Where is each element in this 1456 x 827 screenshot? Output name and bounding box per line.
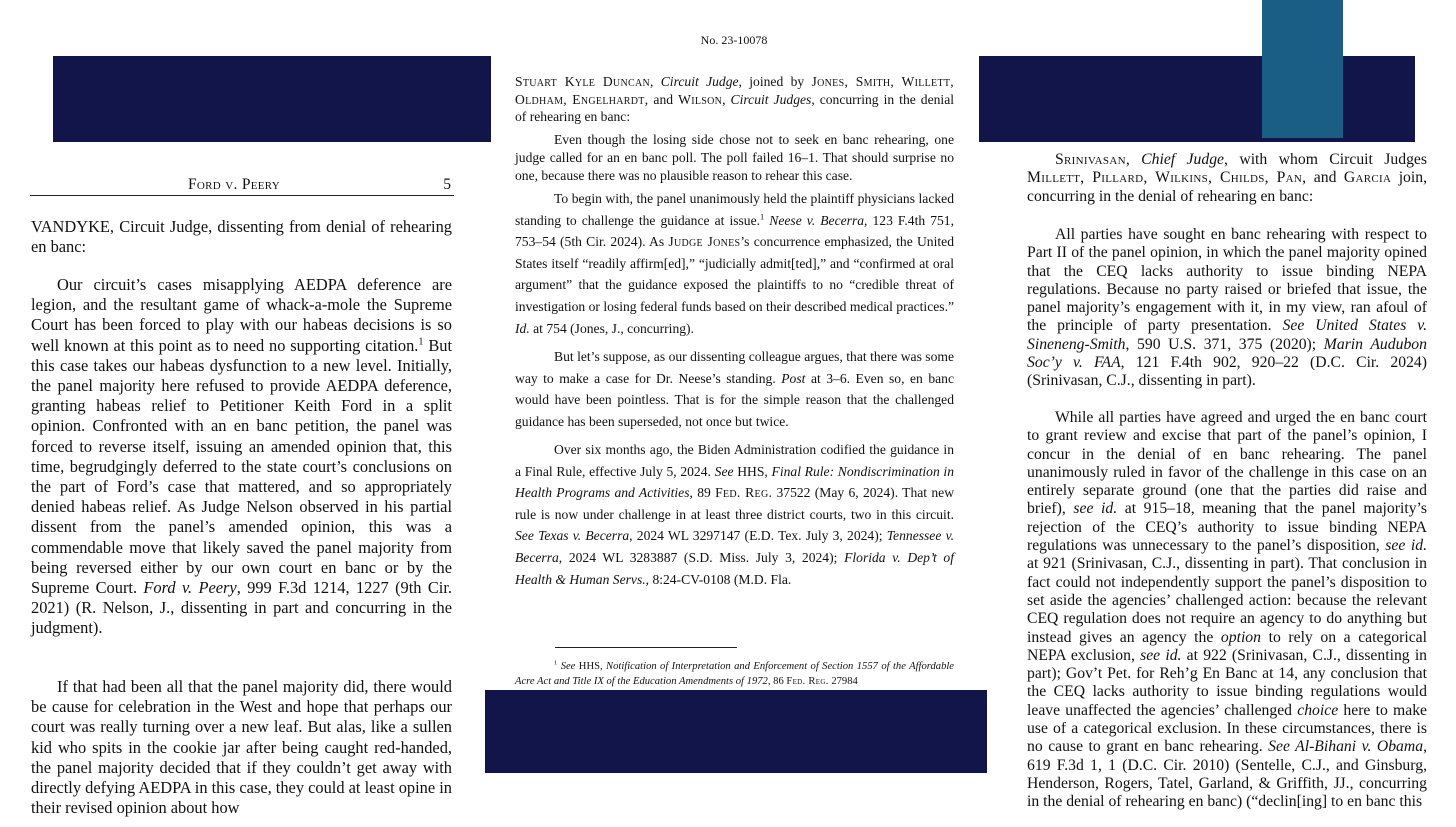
footnote-ref[interactable]: 1 [418, 336, 424, 348]
center-paragraph-4 [515, 439, 954, 590]
text-run: To begin with, the panel unanimously held the plaintiff physicians lacked standing to challenge the guidance at issue. [515, 191, 954, 228]
emphasis-option: option [1220, 628, 1261, 646]
text-run: at 754 (Jones, J., concurring). [533, 320, 694, 336]
text-run: to rely on a categorical NEPA exclusion, [1027, 628, 1427, 664]
text-run: Over six months ago, the Biden Administration codified the guidance in a Final Rule, effective July 5, 2024. [515, 442, 954, 479]
text-run: at 922 (Srinivasan, C.J., dissenting in part); Gov’t Pet. for Reh’g En Banc at 14, any conclusion that the CEQ lacks authority to issue binding regulations would leave unaffected the agencies’ challenged [1027, 646, 1428, 719]
text-run: , 999 F.3d 1214, 1227 (9th Cir. 2021) (R. Nelson, J., dissenting in part and concurring in the judgment). [31, 578, 452, 638]
center-opinion-heading: Stuart Kyle Duncan, Circuit Judge, joined by Jones, Smith, Willett, Oldham, Engelhardt, and Wilson, Circuit Judges, concurring in the denial of rehearing en banc: [515, 74, 954, 125]
see-id-citation: see id. [1385, 537, 1427, 555]
text-run: HHS, [737, 463, 768, 479]
text-run: at 915–18, meaning that the panel majority’s rejection of the CEQ’s authority to issue binding NEPA regulations was unnecessary to the panel’s disposition, [1027, 500, 1427, 555]
navy-footer-band [485, 690, 987, 773]
text-run: , 86 [767, 676, 784, 687]
rule-title: Final Rule: Nondiscrimination in Health Programs and Activities [515, 463, 955, 501]
footnote-1 [515, 659, 954, 689]
case-citation: Marin Audubon Soc’y v. FAA [1027, 335, 1427, 372]
text-run: , with whom Circuit Judges [1224, 151, 1428, 168]
notification-title: Notification of Interpretation and Enforcement of Section 1557 of the Affordable Acre Act and Title IX of the Education Amendments of 1972 [515, 661, 955, 687]
text-run: , 123 F.4th 751, 753–54 (5th Cir. 2024). As [515, 212, 954, 250]
text-run: 27984 [831, 676, 858, 687]
case-citation: See United States v. Sineneng-Smith [1027, 317, 1428, 353]
footnote-number: 1 [554, 659, 558, 667]
author-title: Chief Judge [1141, 151, 1225, 168]
heading-tail: concurring in the denial of rehearing en banc: [515, 91, 954, 125]
case-citation: See Al-Bihani v. Obama [1268, 738, 1424, 756]
text-run: , 590 U.S. 371, 375 (2020); [1125, 335, 1317, 353]
id-citation: Id. [515, 320, 530, 336]
text-run: join, concurring in the denial of rehearing en banc: [1027, 169, 1428, 205]
text-run: at 3–6. Even so, en banc would have been pointless. That is for the simple reason that the challenged guidance has been superseded, not once but twice. [515, 370, 954, 429]
judges-title: Circuit Judges [730, 91, 812, 107]
text-run: , 2024 WL 3297147 (E.D. Tex. July 3, 2024); [629, 528, 883, 544]
case-citation: Florida v. Dep’t of Health & Human Servs. [515, 549, 954, 587]
right-paragraph-2 [1027, 409, 1427, 812]
fed-reg: Fed. Reg. [715, 485, 773, 501]
last-joining-judge: Wilson [678, 91, 723, 107]
see-signal: See [560, 661, 576, 672]
author-title: Circuit Judge [660, 74, 739, 89]
running-title: Ford v. Peery [188, 176, 281, 193]
see-id-citation: see id. [1073, 500, 1118, 518]
text-run: 37522 (May 6, 2024). That new rule is now under challenge in at least three district courts, two in this circuit. [515, 485, 955, 522]
emphasis-choice: choice [1297, 701, 1339, 719]
case-citation: Neese v. Becerra [769, 212, 865, 228]
last-joining-judge: Garcia [1343, 169, 1392, 187]
see-id-citation: see id. [1140, 646, 1182, 664]
footnote-ref[interactable]: 1 [760, 211, 765, 222]
joining-judges: Millett, Pillard, Wilkins, Childs, Pan, [1027, 169, 1307, 187]
text-run: But let’s suppose, as our dissenting colleague argues, that there was some way to make a case for Dr. Neese’s standing. [515, 349, 954, 386]
running-header [30, 176, 454, 196]
case-citation: Ford v. Peery [143, 578, 237, 598]
and-word: and [1313, 169, 1337, 187]
right-opinion-heading: Srinivasan, Chief Judge, with whom Circuit Judges Millett, Pillard, Wilkins, Childs, Pan, and Garcia join, concurring in the denial of rehearing en banc: [1027, 151, 1428, 205]
case-citation: See Texas v. Becerra [515, 528, 630, 544]
text-run: , 89 [689, 485, 711, 501]
author-name: Stuart Kyle Duncan [515, 74, 650, 89]
joining-judges: Jones, Smith, Willett, Oldham, Engelhardt, [515, 74, 954, 107]
teal-accent-block [1262, 0, 1343, 138]
left-paragraph-2: If that had been all that the panel majority did, there would be cause for celebration in the West and hope that perhaps our court was really turning over a new leaf. But alas, like a sullen kid who spits in the cookie jar after being caught red-handed, the panel majority decided that if they couldn’t get away with directly defying AEDPA in this case, they could at least opine in their revised opinion about how [31, 677, 452, 818]
author-name: Srinivasan [1055, 151, 1126, 168]
case-citation: Tennessee v. Becerra [515, 528, 955, 565]
text-run: at 921 (Srinivasan, C.J., dissenting in part). That conclusion in fact could not independently support the panel’s disposition to set aside the agencies’ challenged action: because the relevant CEQ regulation does not require an agency to do anything but instead gives an agency the [1027, 555, 1427, 646]
left-opinion-heading: VANDYKE, Circuit Judge, dissenting from denial of rehearing en banc: [31, 217, 452, 257]
fed-reg: Fed. Reg. [786, 676, 829, 687]
text-run: But this case takes our habeas dysfunction to a new level. Initially, the panel majority here refused to provide AEDPA deference, granting habeas relief to Petitioner Keith Ford in a split opinion. Confronted with an en banc petition, the panel was forced to reverse itself, issuing an amended opinion that, this time, begrudgingly deferred to the state court’s conclusions on the part of Ford’s case that mattered, and so appropriately denied habeas relief. As Judge Nelson observed in his partial dissent from the panel’s amended opinion, this was a commendable move that likely saved the panel majority from being reversed either by our own court en banc or by the Supreme Court. [31, 335, 453, 598]
joined-by-text: , joined by [738, 74, 805, 89]
text-run: , 619 F.3d 1, 1 (D.C. Cir. 2010) (Sentelle, C.J., and Ginsburg, Henderson, Rogers, Tatel, Garland, & Griffith, JJ., concurring in the denial of rehearing en banc) (“declin[ing] to en banc this [1027, 738, 1427, 811]
text-run: , 121 F.4th 902, 920–22 (D.C. Cir. 2024) (Srinivasan, C.J., dissenting in part). [1027, 354, 1427, 390]
page-number: 5 [443, 176, 451, 193]
and-word: and [653, 91, 674, 107]
judge-name: Judge Jones [668, 234, 741, 250]
text-run: here to make use of a categorical exclusion. In these circumstances, there is no cause to grant en banc rehearing. [1027, 701, 1428, 756]
left-paragraph-1 [31, 275, 452, 639]
center-paragraph-2 [515, 188, 954, 339]
text-run: HHS, [578, 661, 603, 672]
text-run: All parties have sought en banc rehearing with respect to Part II of the panel opinion, in which the panel majority opined that the CEQ lacks authority to issue binding NEPA regulations. Because no party raised or briefed that issue, the panel majority’s engagement with it, in my view, ran afoul of the principle of party presentation. [1027, 226, 1427, 335]
text-run: , 2024 WL 3283887 (S.D. Miss. July 3, 2024); [558, 549, 838, 565]
docket-number: No. 23-10078 [700, 33, 768, 47]
text-run: Our circuit’s cases misapplying AEDPA deference are legion, and the resultant game of whack-a-mole the Supreme Court has been forced to play with our habeas decisions is so well known at this point as to need no supporting citation. [31, 275, 452, 355]
see-signal: See [714, 463, 734, 479]
text-run: , 8:24-CV-0108 (M.D. Fla. [645, 571, 792, 587]
text-run: While all parties have agreed and urged the en banc court to grant review and excise that part of the panel’s opinion, I concur in the denial of en banc rehearing. The panel unanimously ruled in favor of the challenge in this case on an entirely separate ground (one that the parties did raise and brief), [1027, 409, 1427, 518]
right-paragraph-1 [1027, 226, 1427, 391]
center-paragraph-3 [515, 346, 954, 432]
footnote-divider [555, 647, 737, 648]
center-paragraph-1: Even though the losing side chose not to seek en banc rehearing, one judge called for an en banc poll. The poll failed 16–1. That should surprise no one, because there was no plausible reason to rehear this case. [515, 132, 954, 183]
text-run: ’s concurrence emphasized, the United States itself “readily affirm[ed],” “judicially admit[ted],” and “confirmed at oral argument” that the guidance exposed the plaintiffs to no “credible threat of investigation or losing federal funds based on their described medical practices.” [515, 234, 955, 314]
post-citation: Post [781, 370, 806, 386]
